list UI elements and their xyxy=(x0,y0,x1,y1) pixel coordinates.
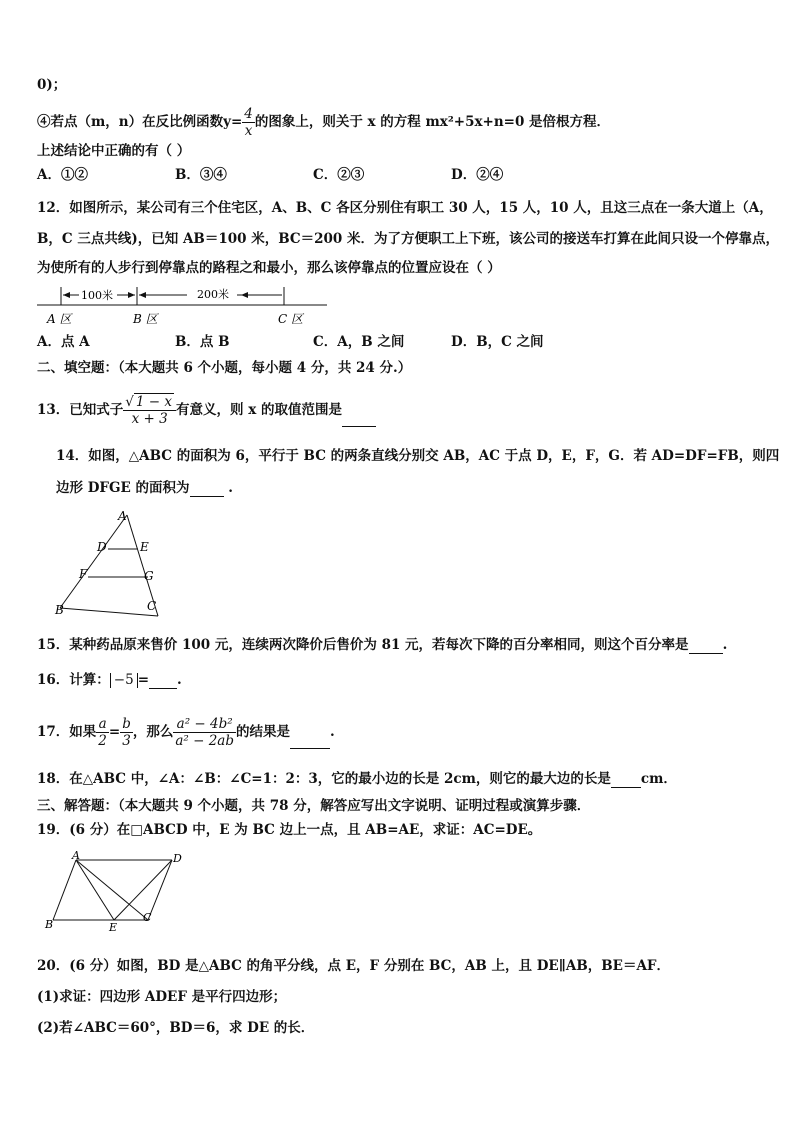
q14-text-b: 边形 DFGE 的面积为 xyxy=(56,480,190,496)
option-d[interactable]: D．B，C 之间 xyxy=(451,334,544,350)
fraction-denominator: a² − 2ab xyxy=(175,733,234,749)
q17-text-b: ，那么 xyxy=(132,724,174,740)
question-12-line-2: B，C 三点共线)，已知 AB＝100 米，BC＝200 米．为了方便职工上下班，该公司的接送车打算在此间只设一个停靠点， xyxy=(37,231,779,247)
q17-answer-blank[interactable] xyxy=(290,734,330,749)
q13-text-b: 有意义，则 x 的取值范围是 xyxy=(176,402,342,418)
q19-label-c: C xyxy=(143,911,152,924)
q16-equals: = xyxy=(137,672,150,688)
q12-road-diagram xyxy=(37,283,337,329)
q13-radicand: 1 − x xyxy=(135,394,173,410)
q12-label-c: C 区 xyxy=(278,312,303,326)
q18-text-b: cm． xyxy=(640,771,677,787)
line-continuation: 0)； xyxy=(37,77,67,93)
q18-text-a: 18．在△ABC 中，∠A：∠B：∠C=1：2：3，它的最小边的长是 2cm，则它的最大边的长是 xyxy=(37,771,611,787)
q13-numerator: √ 1 − x xyxy=(123,394,176,411)
option-a[interactable]: A．点 A xyxy=(37,334,90,350)
question-12-line-1: 12．如图所示，某公司有三个住宅区，A、B、C 各区分别住有职工 30 人，15 人，10 人，且这三点在一条大道上（A， xyxy=(37,200,773,216)
q12-label-b: B 区 xyxy=(133,312,158,326)
question-20-line-1: 20．(6 分）如图，BD 是△ABC 的角平分线，点 E，F 分别在 BC，AB 上，且 DE∥AB，BE＝AF． xyxy=(37,958,670,974)
q17-equals: = xyxy=(108,724,121,740)
q12-label-200m: 200米 xyxy=(197,288,229,301)
fraction-numerator: 4 xyxy=(244,106,253,122)
question-20-part-1: (1)求证：四边形 ADEF 是平行四边形； xyxy=(37,989,287,1005)
q16-text-a: 16．计算： xyxy=(37,672,110,688)
q13-fraction xyxy=(123,394,176,427)
question-20-part-2: (2)若∠ABC＝60°，BD＝6，求 DE 的长． xyxy=(37,1020,315,1036)
statement-4-text-b: 的图象上，则关于 x 的方程 mx²+5x+n=0 是倍根方程． xyxy=(254,114,611,130)
q14-label-b: B xyxy=(55,603,64,617)
q14-label-e: E xyxy=(140,540,149,554)
q14-label-f: F xyxy=(79,567,88,581)
question-18 xyxy=(37,770,677,788)
q13-denominator: x + 3 xyxy=(131,411,168,427)
section-2-heading: 二、填空题：（本大题共 6 个小题，每小题 4 分，共 24 分.） xyxy=(37,360,412,376)
q17-fraction-b-over-3 xyxy=(120,716,133,749)
question-11-options xyxy=(37,166,589,184)
statement-4-text-a: ④若点（m，n）在反比例函数y= xyxy=(37,114,243,130)
q17-text-a: 17．如果 xyxy=(37,724,97,740)
q19-label-d: D xyxy=(173,852,182,865)
option-b[interactable]: B．③④ xyxy=(175,167,227,183)
fraction-numerator: a² − 4b² xyxy=(173,716,236,733)
question-15: 15．某种药品原来售价 100 元，连续两次降价后售价为 81 元，若每次下降的百分率相同，则这个百分率是 . xyxy=(37,637,728,653)
fraction-denominator: 3 xyxy=(122,733,131,749)
fraction-denominator: x xyxy=(244,123,253,139)
q13-text-a: 13．已知式子 xyxy=(37,402,124,418)
q16-answer-blank[interactable] xyxy=(149,674,177,689)
q17-fraction-a-over-2 xyxy=(96,716,109,749)
q17-text-c: 的结果是 xyxy=(236,724,290,740)
option-c[interactable]: C．②③ xyxy=(313,167,365,183)
q14-label-d: D xyxy=(97,540,107,554)
q19-parallelogram-diagram xyxy=(40,850,190,936)
q14-label-c: C xyxy=(147,599,157,613)
q14-answer-blank[interactable] xyxy=(190,482,224,497)
question-16: 16．计算： −5 = . xyxy=(37,672,182,688)
section-3-heading: 三、解答题：（本大题共 9 个小题，共 78 分，解答应写出文字说明、证明过程或演算步骤． xyxy=(37,798,591,814)
q14-label-g: G xyxy=(144,569,154,583)
fraction-numerator: b xyxy=(122,716,131,732)
fraction-4-over-x xyxy=(242,106,255,139)
option-a[interactable]: A．①② xyxy=(37,167,88,183)
q19-label-a: A xyxy=(72,850,80,862)
q17-fraction-expression xyxy=(173,716,236,749)
q14-triangle-diagram xyxy=(52,506,164,618)
q15-answer-blank[interactable] xyxy=(689,639,723,654)
question-11-prompt: 上述结论中正确的有（ ） xyxy=(37,143,191,159)
question-14-line-1: 14．如图，△ABC 的面积为 6，平行于 BC 的两条直线分别交 AB，AC 于点 D，E，F，G．若 AD=DF=FB，则四 xyxy=(56,448,780,464)
fraction-denominator: 2 xyxy=(98,733,107,749)
option-d[interactable]: D．②④ xyxy=(451,167,504,183)
q12-label-a: A 区 xyxy=(47,312,72,326)
question-17: 17．如果 $\frac{a}{2}$ = $\frac{b}{3}$ ，那么 $\frac{\text{a² − 4b²}}{\text{a² − 2ab}}$ 的结果是 . xyxy=(37,716,335,749)
q13-answer-blank[interactable] xyxy=(342,412,376,427)
statement-4 xyxy=(37,106,610,139)
q15-text: 15．某种药品原来售价 100 元，连续两次降价后售价为 81 元，若每次下降的百分率相同，则这个百分率是 xyxy=(37,637,689,653)
q16-absolute-value: −5 xyxy=(110,673,138,688)
question-12-line-3: 为使所有的人步行到停靠点的路程之和最小，那么该停靠点的位置应设在（ ） xyxy=(37,260,501,276)
q12-label-100m: 100米 xyxy=(81,289,113,302)
question-14-line-2: 边形 DFGE 的面积为 . xyxy=(56,480,233,496)
q18-answer-blank[interactable] xyxy=(611,773,641,788)
q14-label-a: A xyxy=(118,509,127,523)
question-13 xyxy=(37,394,376,427)
q19-label-e: E xyxy=(109,921,118,934)
q19-label-b: B xyxy=(45,918,54,931)
question-12-options xyxy=(37,333,589,351)
option-b[interactable]: B．点 B xyxy=(175,334,230,350)
option-c[interactable]: C．A，B 之间 xyxy=(313,334,405,350)
fraction-numerator: a xyxy=(96,716,109,733)
question-19: 19．(6 分）在□ABCD 中，E 为 BC 边上一点，且 AB=AE，求证：AC=DE。 xyxy=(37,822,542,838)
